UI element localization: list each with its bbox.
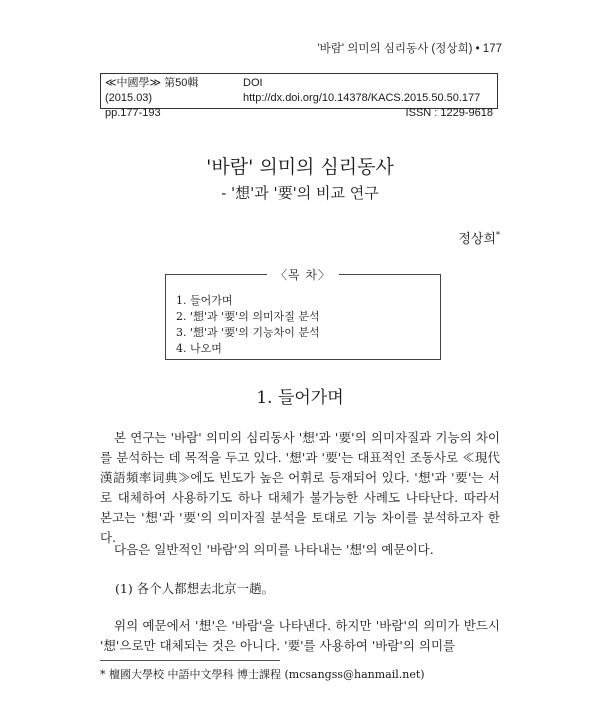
section-heading: 1. 들어가며 (256, 388, 344, 408)
author-text: 정상희 (458, 232, 496, 247)
toc-item: 3. '想'과 '要'의 기능차이 분석 (176, 326, 320, 339)
author-footnote-mark: * (496, 230, 500, 240)
journal-info-box (100, 73, 498, 119)
toc-list (176, 293, 320, 357)
footnote-mark: * (100, 668, 106, 681)
toc-item: 2. '想'과 '要'의 의미자질 분석 (176, 310, 320, 323)
paragraph-analysis: 위의 예문에서 '想'은 '바람'을 나타낸다. 하지만 '바람'의 의미가 반드시 '想'으로만 대체되는 것은 아니다. '要'를 사용하여 '바람'의 의미를 (100, 618, 500, 653)
running-header: '바람' 의미의 심리동사 (정상희) • 177 (317, 43, 502, 55)
paragraph-example-intro: 다음은 일반적인 '바람'의 의미를 나타내는 '想'의 예문이다. (114, 542, 434, 557)
footnote (100, 666, 425, 682)
journal-doi[interactable]: DOI http://dx.doi.org/10.14378/KACS.2015.50.50.177 (243, 77, 481, 104)
article-title: '바람' 의미의 심리동사 (206, 156, 394, 178)
example-sentence: (1) 各个人都想去北京一趟。 (115, 581, 275, 596)
toc-item: 4. 나오며 (176, 342, 222, 355)
toc-title: 〈목 차〉 (166, 266, 440, 283)
journal-name: ≪中國學≫ 第50輯 (2015.03) (105, 77, 199, 104)
author-name (458, 228, 500, 247)
journal-issn: ISSN : 1229-9618 (405, 107, 493, 119)
footnote-divider (100, 660, 280, 661)
paragraph-intro: 본 연구는 '바람' 의미의 심리동사 '想'과 '要'의 의미자질과 기능의 차이를 분석하는 데 목적을 두고 있다. '想'과 '要'는 대표적인 조동사로 ≪現代漢語頻率词典≫에도 빈도가 높은 어휘로 등재되어 있다. '想'과 '要'는 서로 대체하여 사용하기도 하나 대체가 불가능한 사례도 나타난다. 따라서 본고는 '想'과 '要'의 의미자질 분석을 토대로 기능 차이를 분석하고자 한다. (100, 430, 500, 545)
journal-pages: pp.177-193 (105, 107, 161, 119)
article-subtitle: - '想'과 '要'의 비교 연구 (221, 184, 379, 202)
table-of-contents (165, 268, 441, 360)
toc-item: 1. 들어가며 (176, 294, 233, 307)
footnote-text: 檀國大學校 中語中文學科 博士課程 (mcsangss@hanmail.net) (109, 668, 425, 681)
